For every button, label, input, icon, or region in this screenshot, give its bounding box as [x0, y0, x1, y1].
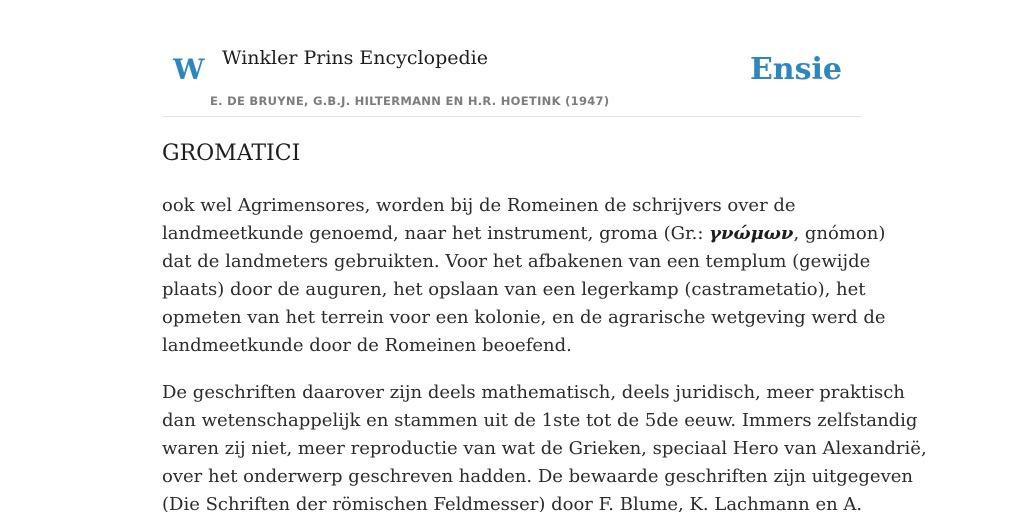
text-line: opmeten van het terrein voor een kolonie, en de agrarische wetgeving werd de: [162, 307, 886, 328]
winkler-prins-logo[interactable]: W: [173, 53, 205, 86]
text-line: landmeetkunde door de Romeinen beoefend.: [162, 335, 572, 356]
text-line: dat de landmeters gebruikten. Voor het afbakenen van een templum (gewijde: [162, 251, 871, 272]
text-line: ook wel Agrimensores, worden bij de Romeinen de schrijvers over de: [162, 195, 796, 216]
encyclopedia-header: [162, 40, 862, 117]
text-line: plaats) door de auguren, het opslaan van een legerkamp (castrametatio), het: [162, 279, 866, 300]
text-line: De geschriften daarover zijn deels mathematisch, deels juridisch, meer praktisch: [162, 382, 905, 403]
source-authors: E. DE BRUYNE, G.B.J. HILTERMANN EN H.R. HOETINK (1947): [210, 94, 610, 108]
text-line: waren zij niet, meer reproductie van wat de Grieken, speciaal Hero van Alexandrië,: [162, 438, 927, 459]
text-line: dan wetenschappelijk en stammen uit de 1ste tot de 5de eeuw. Immers zelfstandig: [162, 410, 918, 431]
text-line: (Die Schriften der römischen Feldmesser) door F. Blume, K. Lachmann en A.: [162, 494, 863, 512]
entry-title: GROMATICI: [162, 141, 301, 166]
paragraph-2: [162, 379, 927, 512]
text-line: [162, 220, 886, 248]
text-segment: , gnómon): [793, 223, 886, 244]
text-segment: landmeetkunde genoemd, naar het instrument, groma (Gr.:: [162, 223, 710, 244]
source-title[interactable]: Winkler Prins Encyclopedie: [222, 47, 488, 69]
ensie-logo[interactable]: Ensie: [749, 52, 842, 87]
entry-body: [162, 192, 927, 512]
paragraph-1: [162, 192, 886, 360]
greek-term: γνώμων: [709, 223, 794, 244]
text-line: over het onderwerp geschreven hadden. De bewaarde geschriften zijn uitgegeven: [162, 466, 913, 487]
